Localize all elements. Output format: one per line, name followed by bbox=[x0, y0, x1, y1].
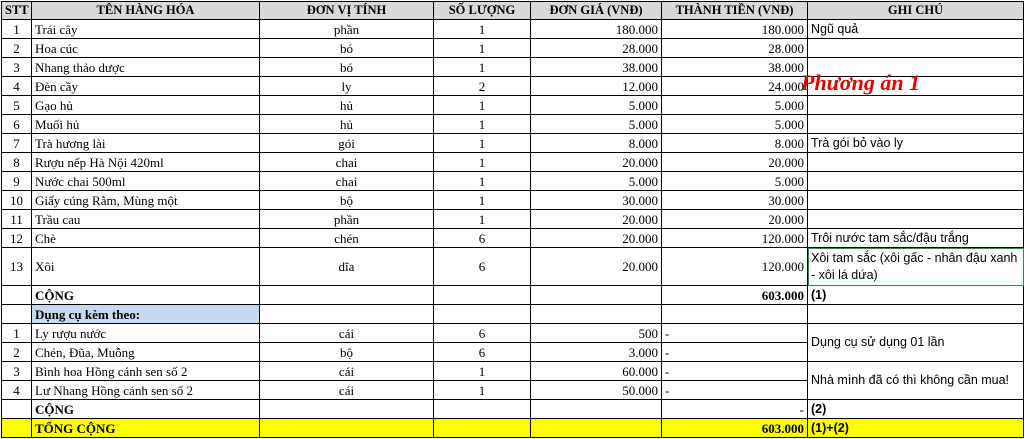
cell-empty[interactable] bbox=[2, 400, 32, 419]
cell-qty[interactable]: 6 bbox=[434, 324, 531, 343]
cell-name[interactable]: Nước chai 500ml bbox=[32, 172, 260, 191]
cell-qty[interactable]: 1 bbox=[434, 210, 531, 229]
cell-stt[interactable]: 3 bbox=[2, 362, 32, 381]
cell-note[interactable]: Xôi tam sắc (xôi gấc - nhân đậu xanh - xôi lá dứa) bbox=[808, 248, 1024, 286]
cell-qty[interactable]: 1 bbox=[434, 39, 531, 58]
cell-price[interactable]: 5.000 bbox=[531, 115, 662, 134]
cell-note[interactable] bbox=[808, 191, 1024, 210]
cell-amount[interactable]: 5.000 bbox=[662, 172, 808, 191]
cell-amount[interactable]: 30.000 bbox=[662, 191, 808, 210]
cell-qty[interactable]: 6 bbox=[434, 343, 531, 362]
cell-qty[interactable]: 2 bbox=[434, 77, 531, 96]
cell-unit[interactable]: chén bbox=[260, 229, 434, 248]
table-row[interactable] bbox=[2, 172, 1024, 191]
header-name: TÊN HÀNG HÓA bbox=[32, 2, 260, 20]
cell-unit[interactable]: cái bbox=[260, 381, 434, 400]
subtotal2-label[interactable]: CỘNG bbox=[32, 400, 260, 419]
cell-name[interactable]: Xôi bbox=[32, 248, 260, 286]
cell-stt[interactable]: 3 bbox=[2, 58, 32, 77]
cell-empty[interactable] bbox=[531, 305, 662, 324]
cell-qty[interactable]: 1 bbox=[434, 191, 531, 210]
subtotal-row[interactable] bbox=[2, 286, 1024, 305]
cell-amount[interactable]: - bbox=[662, 362, 808, 381]
subtotal-note[interactable]: (1) bbox=[808, 286, 1024, 305]
cell-empty[interactable] bbox=[2, 305, 32, 324]
cell-unit[interactable]: phần bbox=[260, 210, 434, 229]
cell-price[interactable]: 50.000 bbox=[531, 381, 662, 400]
cell-qty[interactable]: 1 bbox=[434, 115, 531, 134]
cell-stt[interactable]: 9 bbox=[2, 172, 32, 191]
cell-name[interactable]: Đèn cầy bbox=[32, 77, 260, 96]
cell-unit[interactable]: ly bbox=[260, 77, 434, 96]
cell-qty[interactable]: 1 bbox=[434, 172, 531, 191]
cell-name[interactable]: Giấy cúng Rằm, Mùng một bbox=[32, 191, 260, 210]
grand-total-note[interactable]: (1)+(2) bbox=[808, 419, 1024, 438]
cell-price[interactable]: 8.000 bbox=[531, 134, 662, 153]
cell-name[interactable]: Ly rượu nước bbox=[32, 324, 260, 343]
cell-unit[interactable]: dĩa bbox=[260, 248, 434, 286]
cell-amount[interactable]: - bbox=[662, 324, 808, 343]
cell-price[interactable]: 500 bbox=[531, 324, 662, 343]
cell-unit[interactable]: bộ bbox=[260, 191, 434, 210]
cell-stt[interactable]: 8 bbox=[2, 153, 32, 172]
cell-amount[interactable]: 5.000 bbox=[662, 96, 808, 115]
cell-stt[interactable]: 6 bbox=[2, 115, 32, 134]
cell-empty[interactable] bbox=[531, 286, 662, 305]
cell-stt[interactable]: 13 bbox=[2, 248, 32, 286]
cell-empty[interactable] bbox=[260, 305, 434, 324]
cell-note[interactable] bbox=[808, 153, 1024, 172]
cell-name[interactable]: Bình hoa Hồng cánh sen số 2 bbox=[32, 362, 260, 381]
cell-stt[interactable]: 12 bbox=[2, 229, 32, 248]
cell-amount[interactable]: 5.000 bbox=[662, 115, 808, 134]
table-row[interactable] bbox=[2, 324, 1024, 343]
header-amount: THÀNH TIỀN (VNĐ) bbox=[662, 2, 808, 20]
cell-price[interactable]: 20.000 bbox=[531, 210, 662, 229]
subtotal2-note[interactable]: (2) bbox=[808, 400, 1024, 419]
cell-qty[interactable]: 1 bbox=[434, 58, 531, 77]
table-row[interactable] bbox=[2, 210, 1024, 229]
cell-amount[interactable]: 180.000 bbox=[662, 20, 808, 39]
cell-price[interactable]: 3.000 bbox=[531, 343, 662, 362]
tools-header[interactable]: Dụng cụ kèm theo: bbox=[32, 305, 260, 324]
cell-amount[interactable]: 120.000 bbox=[662, 229, 808, 248]
cell-qty[interactable]: 1 bbox=[434, 20, 531, 39]
table-row[interactable] bbox=[2, 115, 1024, 134]
cell-note[interactable] bbox=[808, 96, 1024, 115]
header-unit: ĐƠN VỊ TÍNH bbox=[260, 2, 434, 20]
cell-price[interactable]: 20.000 bbox=[531, 248, 662, 286]
header-stt: STT bbox=[2, 2, 32, 20]
cell-stt[interactable]: 1 bbox=[2, 324, 32, 343]
grand-total-label[interactable]: TỔNG CỘNG bbox=[32, 419, 260, 438]
cell-unit[interactable]: gói bbox=[260, 134, 434, 153]
cell-empty[interactable] bbox=[808, 305, 1024, 324]
cell-empty[interactable] bbox=[2, 286, 32, 305]
cell-amount[interactable]: - bbox=[662, 343, 808, 362]
table-row[interactable] bbox=[2, 191, 1024, 210]
cell-name[interactable]: Lư Nhang Hồng cánh sen số 2 bbox=[32, 381, 260, 400]
table-row[interactable] bbox=[2, 134, 1024, 153]
cell-qty[interactable]: 1 bbox=[434, 381, 531, 400]
cell-qty[interactable]: 6 bbox=[434, 229, 531, 248]
cell-stt[interactable]: 11 bbox=[2, 210, 32, 229]
tools-note-a[interactable]: Dụng cụ sử dụng 01 lần bbox=[808, 324, 1024, 362]
subtotal-amount[interactable]: 603.000 bbox=[662, 286, 808, 305]
cell-empty[interactable] bbox=[434, 400, 531, 419]
subtotal-label[interactable]: CỘNG bbox=[32, 286, 260, 305]
cell-empty[interactable] bbox=[260, 286, 434, 305]
cell-qty[interactable]: 1 bbox=[434, 153, 531, 172]
cell-price[interactable]: 180.000 bbox=[531, 20, 662, 39]
cell-price[interactable]: 20.000 bbox=[531, 153, 662, 172]
cell-stt[interactable]: 1 bbox=[2, 20, 32, 39]
cell-name[interactable]: Nhang thảo dược bbox=[32, 58, 260, 77]
cell-stt[interactable]: 7 bbox=[2, 134, 32, 153]
cell-qty[interactable]: 1 bbox=[434, 134, 531, 153]
cell-amount[interactable]: - bbox=[662, 381, 808, 400]
cell-name[interactable]: Hoa cúc bbox=[32, 39, 260, 58]
cell-name[interactable]: Chè bbox=[32, 229, 260, 248]
cell-note[interactable]: Trôi nước tam sắc/đậu trắng bbox=[808, 229, 1024, 248]
cell-name[interactable]: Gạo hủ bbox=[32, 96, 260, 115]
cell-note[interactable] bbox=[808, 172, 1024, 191]
cell-name[interactable]: Chén, Đũa, Muỗng bbox=[32, 343, 260, 362]
cell-price[interactable]: 12.000 bbox=[531, 77, 662, 96]
cell-name[interactable]: Trầu cau bbox=[32, 210, 260, 229]
cell-unit[interactable]: chai bbox=[260, 172, 434, 191]
cell-empty[interactable] bbox=[531, 419, 662, 438]
cell-name[interactable]: Rượu nếp Hà Nội 420ml bbox=[32, 153, 260, 172]
cell-stt[interactable]: 10 bbox=[2, 191, 32, 210]
cell-stt[interactable]: 2 bbox=[2, 343, 32, 362]
header-note: GHI CHÚ bbox=[808, 2, 1024, 20]
shopping-table bbox=[1, 1, 1024, 438]
header-price: ĐƠN GIÁ (VNĐ) bbox=[531, 2, 662, 20]
cell-note[interactable] bbox=[808, 115, 1024, 134]
cell-price[interactable]: 20.000 bbox=[531, 229, 662, 248]
grand-total-row[interactable] bbox=[2, 419, 1024, 438]
cell-unit[interactable]: hủ bbox=[260, 115, 434, 134]
cell-empty[interactable] bbox=[662, 305, 808, 324]
tools-note-b[interactable]: Nhà mình đã có thì không cần mua! bbox=[808, 362, 1024, 400]
cell-qty[interactable]: 1 bbox=[434, 96, 531, 115]
cell-amount[interactable]: 20.000 bbox=[662, 153, 808, 172]
cell-unit[interactable]: chai bbox=[260, 153, 434, 172]
table-row[interactable] bbox=[2, 248, 1024, 286]
cell-price[interactable]: 38.000 bbox=[531, 58, 662, 77]
cell-empty[interactable] bbox=[434, 305, 531, 324]
table-row[interactable] bbox=[2, 20, 1024, 39]
cell-note[interactable]: Trà gói bỏ vào ly bbox=[808, 134, 1024, 153]
cell-amount[interactable]: 38.000 bbox=[662, 58, 808, 77]
cell-note[interactable]: Ngũ quả bbox=[808, 20, 1024, 39]
cell-price[interactable]: 28.000 bbox=[531, 39, 662, 58]
cell-empty[interactable] bbox=[531, 400, 662, 419]
cell-stt[interactable]: 5 bbox=[2, 96, 32, 115]
cell-stt[interactable]: 4 bbox=[2, 381, 32, 400]
cell-unit[interactable]: phần bbox=[260, 20, 434, 39]
cell-stt[interactable]: 4 bbox=[2, 77, 32, 96]
cell-price[interactable]: 5.000 bbox=[531, 96, 662, 115]
table-row[interactable] bbox=[2, 39, 1024, 58]
cell-unit[interactable]: bó bbox=[260, 58, 434, 77]
tools-header-row[interactable] bbox=[2, 305, 1024, 324]
cell-qty[interactable]: 1 bbox=[434, 362, 531, 381]
cell-price[interactable]: 60.000 bbox=[531, 362, 662, 381]
cell-amount[interactable]: 120.000 bbox=[662, 248, 808, 286]
cell-unit[interactable]: cái bbox=[260, 362, 434, 381]
cell-unit[interactable]: hủ bbox=[260, 96, 434, 115]
table-row[interactable] bbox=[2, 153, 1024, 172]
plan-label: Phương án 1 bbox=[801, 70, 921, 95]
cell-name[interactable]: Trái cây bbox=[32, 20, 260, 39]
cell-stt[interactable]: 2 bbox=[2, 39, 32, 58]
cell-amount[interactable]: 24.000 bbox=[662, 77, 808, 96]
cell-name[interactable]: Muối hủ bbox=[32, 115, 260, 134]
cell-empty[interactable] bbox=[260, 400, 434, 419]
cell-empty[interactable] bbox=[260, 419, 434, 438]
cell-unit[interactable]: bó bbox=[260, 39, 434, 58]
cell-note[interactable] bbox=[808, 210, 1024, 229]
cell-unit[interactable]: cái bbox=[260, 324, 434, 343]
cell-empty[interactable] bbox=[2, 419, 32, 438]
table-row[interactable] bbox=[2, 96, 1024, 115]
cell-empty[interactable] bbox=[434, 286, 531, 305]
cell-name[interactable]: Trà hương lài bbox=[32, 134, 260, 153]
cell-note[interactable] bbox=[808, 39, 1024, 58]
table-row[interactable] bbox=[2, 362, 1024, 381]
cell-amount[interactable]: 20.000 bbox=[662, 210, 808, 229]
cell-qty[interactable]: 6 bbox=[434, 248, 531, 286]
header-qty: SỐ LƯỢNG bbox=[434, 2, 531, 20]
cell-price[interactable]: 30.000 bbox=[531, 191, 662, 210]
header-row bbox=[2, 2, 1024, 20]
cell-amount[interactable]: 8.000 bbox=[662, 134, 808, 153]
subtotal2-amount[interactable]: - bbox=[662, 400, 808, 419]
cell-unit[interactable]: bộ bbox=[260, 343, 434, 362]
cell-amount[interactable]: 28.000 bbox=[662, 39, 808, 58]
cell-empty[interactable] bbox=[434, 419, 531, 438]
subtotal-row[interactable] bbox=[2, 400, 1024, 419]
grand-total-amount[interactable]: 603.000 bbox=[662, 419, 808, 438]
table-row[interactable] bbox=[2, 229, 1024, 248]
cell-price[interactable]: 5.000 bbox=[531, 172, 662, 191]
